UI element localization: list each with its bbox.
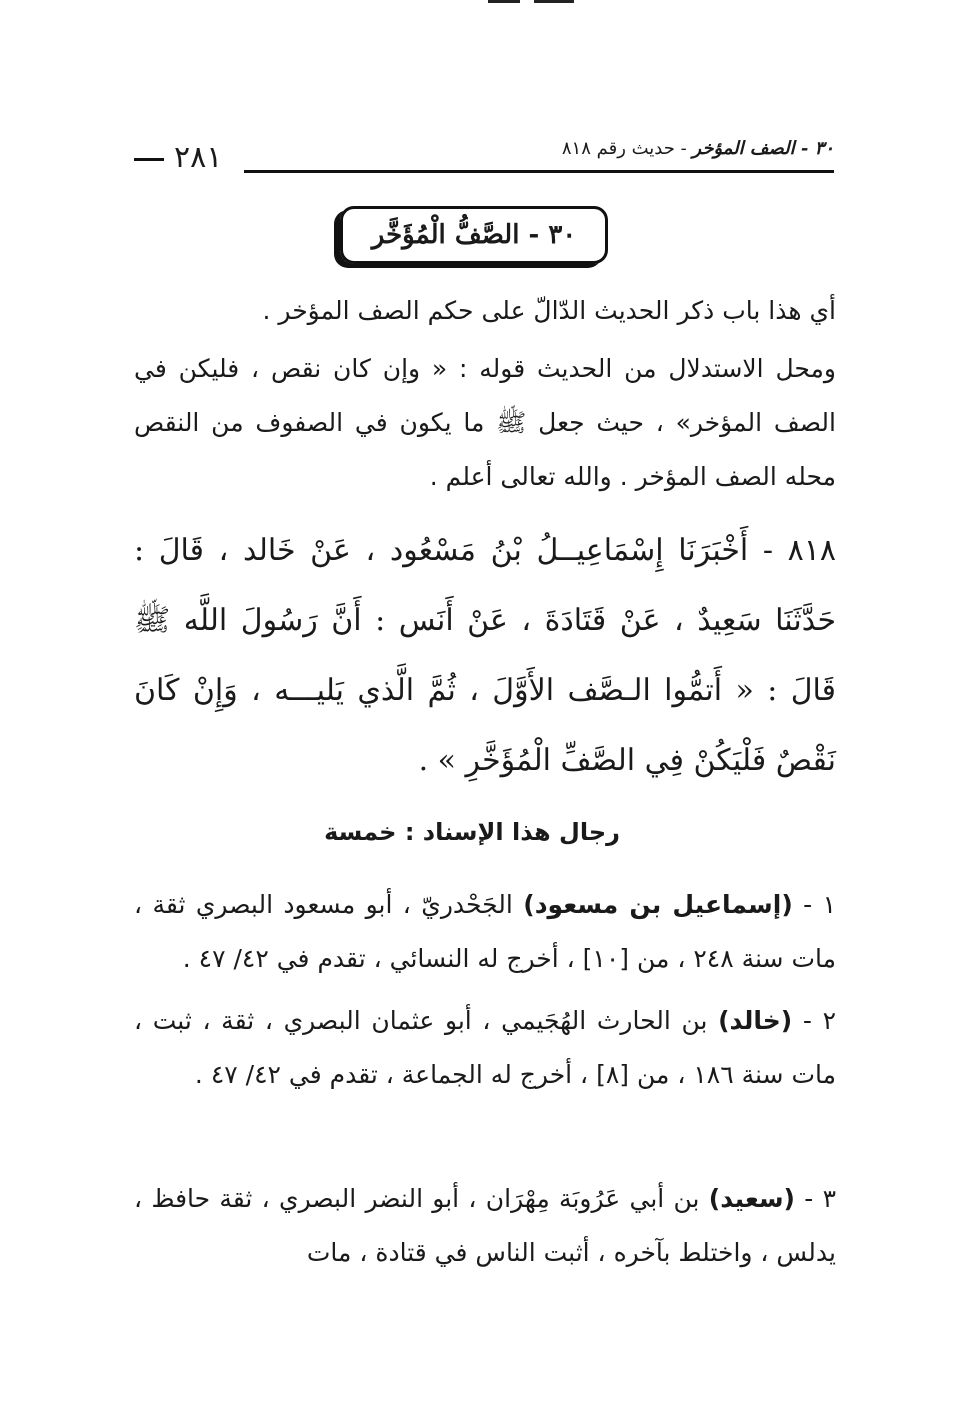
narrator-3-name: (سعيد) [708, 1184, 795, 1213]
intro-paragraph: أي هذا باب ذكر الحديث الدّالّ على حكم الصف المؤخر . [262, 296, 836, 325]
hadith-text: ٨١٨ - أَخْبَرَنَا إِسْمَاعِيــلُ بْنُ مَسْعُود ، عَنْ خَالد ، قَالَ : حَدَّثَنَا سَعِيدٌ ، عَنْ قَتَادَةَ ، عَنْ أَنَس : أَنَّ رَسُولَ اللَّه ﷺ قَالَ : « أَتمُّوا الـصَّف الأَوَّلَ ، ثُمَّ الَّذي يَليـــه ، وَإِنْ كَانَ نَقْصٌ فَلْيَكُنْ فِي الصَّفِّ الْمُؤَخَّرِ » . [134, 533, 836, 778]
narrator-2-name: (خالد) [718, 1006, 793, 1035]
running-header-separator: - [674, 138, 693, 159]
narrator-2-text: بن الحارث الهُجَيمي ، أبو عثمان البصري ، ثقة ، ثبت ، مات سنة ١٨٦ ، من [٨] ، أخرج له الجماعة ، تقدم في ٤٢/ ٤٧ . [134, 1006, 836, 1089]
narrator-1 [134, 878, 836, 986]
page-number-dash [134, 158, 164, 161]
narrator-2-num: ٢ - [802, 1006, 837, 1035]
narrator-1-num: ١ - [803, 890, 837, 919]
narrator-1-text: الجَحْدريّ ، أبو مسعود البصري ثقة ، مات سنة ٢٤٨ ، من [١٠] ، أخرج له النسائي ، تقدم في ٤٢/ ٤٧ . [134, 890, 836, 973]
running-header-ref: حديث رقم ٨١٨ [561, 138, 675, 159]
narrator-2 [134, 994, 836, 1102]
rijal-title: رجال هذا الإسناد : خمسة [324, 818, 620, 846]
page-header [134, 138, 834, 178]
header-rule [244, 170, 834, 173]
running-header [562, 138, 834, 159]
narrator-3-text: بن أبي عَرُوبَة مِهْرَان ، أبو النضر البصري ، ثقة حافظ ، يدلس ، واختلط بآخره ، أثبت الناس في قتادة ، مات [134, 1184, 836, 1267]
narrator-3 [134, 1172, 836, 1280]
narrator-3-num: ٣ - [804, 1184, 837, 1213]
top-marks [488, 0, 578, 6]
chapter-title-box [340, 206, 608, 264]
running-header-chapter: ٣٠ - الصف المؤخر [692, 138, 834, 159]
page-number-block [134, 140, 222, 175]
narrator-1-name: (إسماعيل بن مسعود) [523, 890, 793, 919]
istidlal-paragraph: ومحل الاستدلال من الحديث قوله : « وإن كان نقص ، فليكن في الصف المؤخر» ، حيث جعل ﷺ ما يكون في الصفوف من النقص محله الصف المؤخر . والله تعالى أعلم . [134, 354, 836, 491]
chapter-title: ٣٠ - الصَّفُّ الْمُؤَخَّر [371, 220, 577, 250]
page-number: ٢٨١ [174, 140, 223, 175]
